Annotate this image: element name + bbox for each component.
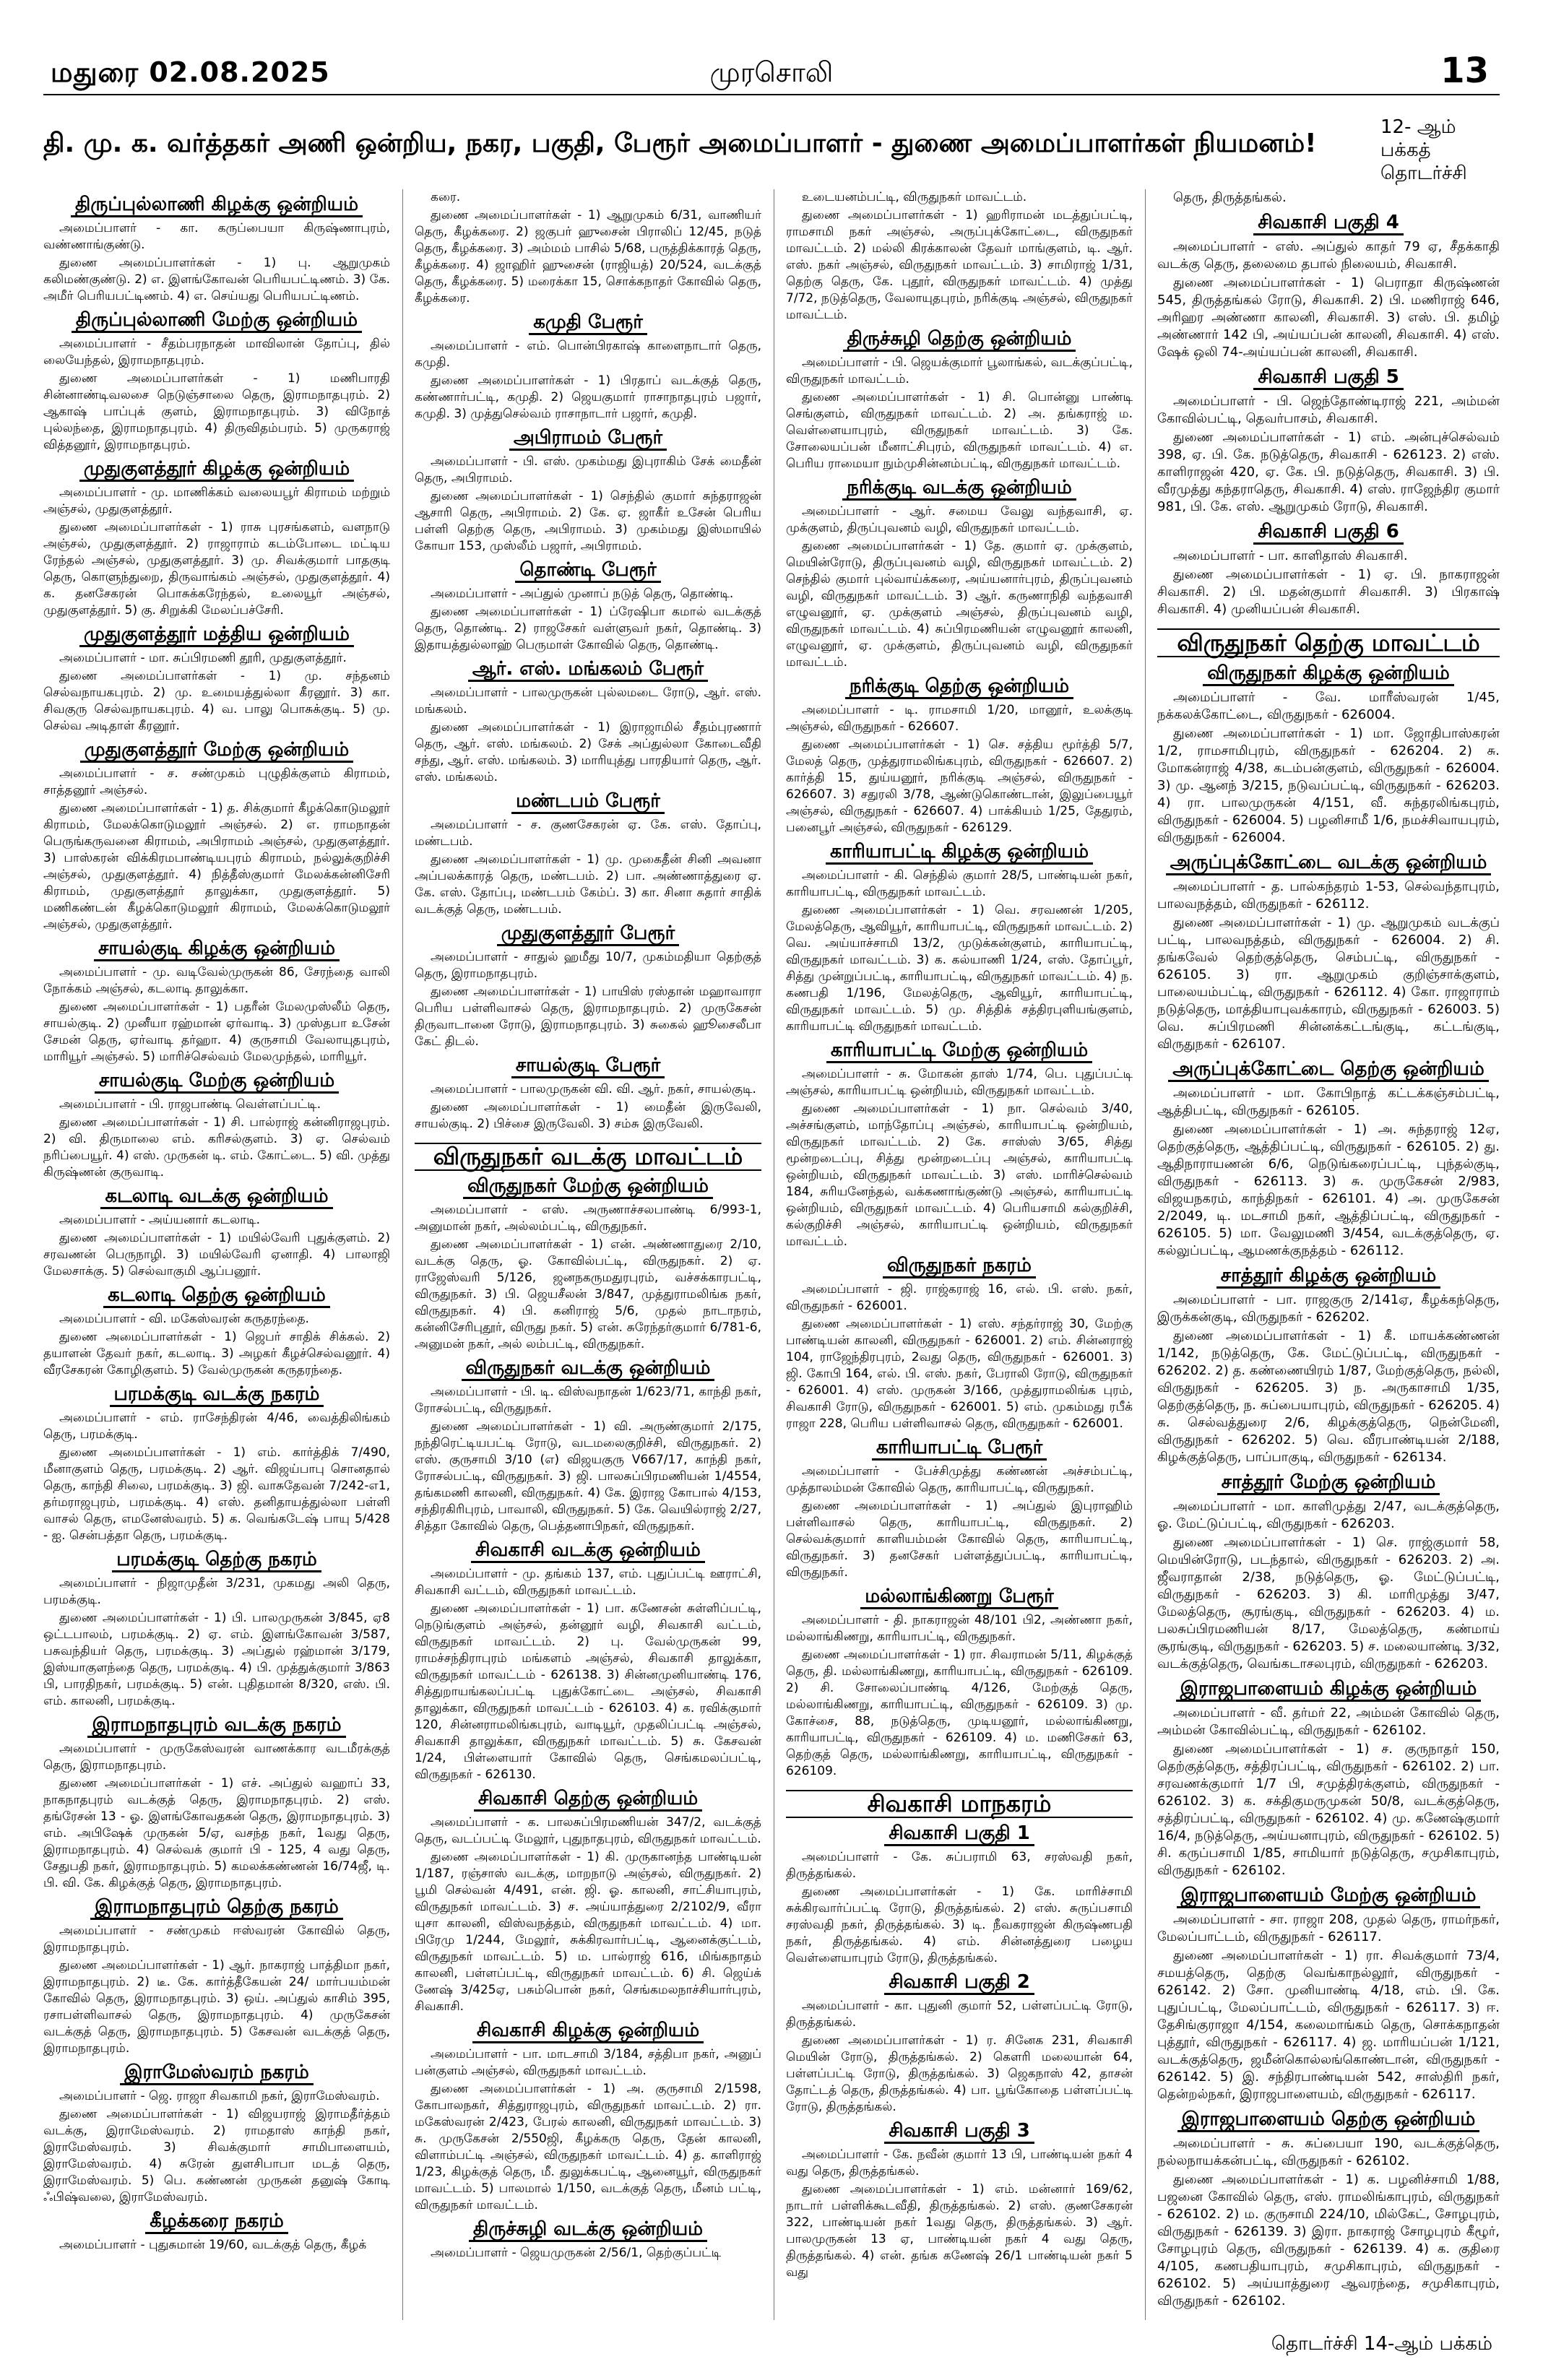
section-heading: காரியாபட்டி கிழக்கு ஒன்றியம் bbox=[826, 841, 1093, 865]
appointment-paragraph: அமைப்பாளர் - பாலமுருகன் வி. வி. ஆர். நகர், சாயல்குடி. bbox=[431, 1082, 756, 1096]
section-heading: ஆர். எஸ். மங்கலம் பேரூர் bbox=[468, 658, 708, 682]
appointment-paragraph: அமைப்பாளர் - மு. மாணிக்கம் வலையபூர் கிராமம் மற்றும் அஞ்சல், முதுகுளத்தூர். bbox=[43, 485, 390, 516]
column-3 bbox=[786, 189, 1133, 2320]
section-heading-wrap bbox=[786, 1822, 1133, 1845]
appointment-paragraph: துணை அமைப்பாளர்கள் - 1) ர. சினேக 231, சிவகாசி மெயின் ரோடு, திருத்தங்கல். 2) கௌரி மலையான் 64, பள்ளப்பட்டி ரோடு, திருத்தங்கல். 3) ஜெகநாஸ் 42, தாசன் தோட்டத் தெரு, திருத்தங்கல். 4) பா. பூங்கோதை பள்ளப்பட்டி ரோடு, திருத்தங்கல். bbox=[786, 2033, 1133, 2114]
section-heading-wrap bbox=[1157, 2108, 1500, 2131]
appointment-paragraph: அமைப்பாளர் - மா. காளிமுத்து 2/47, வடக்குத்தெரு, ஓ. மேட்டுப்பட்டி, விருதுநகர் - 626203. bbox=[1157, 1499, 1500, 1531]
section-heading-wrap bbox=[43, 940, 390, 960]
section-heading: சாயல்குடி கிழக்கு ஒன்றியம் bbox=[94, 938, 340, 961]
appointment-paragraph: துணை அமைப்பாளர்கள் - 1) விஜயராஜ் இராமதீர்த்தம் வடக்கு, இராமேஸ்வரம். 2) ராமதாஸ் காந்தி நகர், இராமேஸ்வரம். 3) சிவக்குமார் சாமிபாளையம், இராமேஸ்வரம். 4) சுரேன் துளசிபாபா மடத் தெரு, இராமேஸ்வரம். 5) பெ. கண்ணன் முருகன் தனுஷ் கோடி ஃபிஷ்வலை, இராமேஸ்வரம். bbox=[43, 2107, 390, 2204]
section-heading-wrap bbox=[1157, 662, 1500, 685]
appointment-paragraph: துணை அமைப்பாளர்கள் - 1) பாயிஸ் ரஸ்தான் மஹாவாரா பெரிய பள்ளிவாசல் தெரு, இராமநாதபுரம். 2) முருகேசன் திருவாடானை ரோடு, இராமநாதபுரம். 3) சுகைல் ஹூசைலீபா கேட் திடல். bbox=[415, 985, 761, 1049]
section-heading: கடலாடி தெற்கு ஒன்றியம் bbox=[103, 1284, 330, 1308]
section-heading-wrap bbox=[43, 1549, 390, 1571]
section-heading-wrap bbox=[415, 658, 761, 680]
section-heading: கமுதி பேரூர் bbox=[529, 311, 647, 335]
appointment-paragraph: துணை அமைப்பாளர்கள் - 1) ப்ரேஷிபா கமால் வடக்குத் தெரு, தொண்டி. 2) ராஜசேகர் வள்ளுவர் நகர், தொண்டி. 3) இதாயத்துல்லாஹ் பெருமாள் கோவில் தெரு, தொண்டி. bbox=[415, 605, 761, 652]
section-heading: விருதுநகர் நகரம் bbox=[883, 1255, 1036, 1278]
section-heading-wrap bbox=[1157, 1267, 1500, 1287]
section-heading: அருப்புக்கோட்டை தெற்கு ஒன்றியம் bbox=[1168, 1058, 1489, 1082]
section-heading: பரமக்குடி தெற்கு நகரம் bbox=[112, 1549, 321, 1572]
section-heading-wrap bbox=[415, 1057, 761, 1077]
footer-continuation: தொடர்ச்சி 14-ஆம் பக்கம் bbox=[1271, 2333, 1492, 2355]
section-heading-wrap bbox=[43, 1896, 390, 1918]
appointment-paragraph: அமைப்பாளர் - சண்முகம் ஈஸ்வரன் கோவில் தெரு, இராமநாதபுரம். bbox=[43, 1924, 390, 1955]
section-heading-wrap bbox=[1157, 368, 1500, 389]
appointment-paragraph: அமைப்பாளர் - முருகேஸ்வரன் வாணக்கார வடமீரக்குத் தெரு, இராமநாதபுரம். bbox=[43, 1741, 390, 1773]
appointment-paragraph: அமைப்பாளர் - பேச்சிமுத்து கண்ணன் அச்சம்பட்டி, முத்தாலம்மன் கோவில் தெரு, காரியாபட்டி, விருதுநகர். bbox=[786, 1464, 1133, 1495]
section-heading-wrap bbox=[43, 2061, 390, 2084]
section-heading: முதுகுளத்தூர் கிழக்கு ஒன்றியம் bbox=[79, 458, 354, 482]
section-heading-wrap bbox=[415, 559, 761, 581]
appointment-paragraph: துணை அமைப்பாளர்கள் - 1) வெ. சரவணன் 1/205, மேலத்தெரு, ஆவியூர், காரியாபட்டி, விருதுநகர் மாவட்டம். 2) வெ. அய்யாச்சாமி 13/2, முடுக்கன்குளம், காரியாபட்டி, விருதுநகர் மாவட்டம். 3) க. கல்யாணி 1/24, எஸ். தோப்பூர், சித்து முன்றுப்பட்டி, காரியாபட்டி, விருதுநகர் மாவட்டம். 4) ந. கணபதி 1/196, மேலத்தெரு, ஆவியூர், காரியாபட்டி, விருதுநகர் மாவட்டம். 5) மு. சித்திக் சத்திரபுளியங்குளம், காரியாபட்டி விருதுநகர் மாவட்டம். bbox=[786, 903, 1133, 1034]
appointment-paragraph: துணை அமைப்பாளர்கள் - 1) ராசு புரசங்களம், வளநாடு அஞ்சல், முதுகுளத்தூர். 2) ராஜாராம் கடம்போடை மட்டிய ரேந்தல் அஞ்சல், முதுகுளத்தூர். 3) மு. சிவக்குமார் பாதகுடி தெரு, கொளுந்துறை, திருவாங்கம் அஞ்சல், முதுகுளத்தூர். 4) க. தனசேகரன் பொசுக்கரேந்தல், உலையூர் அஞ்சல், முதுகுளத்தூர். 5) கு. சிறுக்கி மேலப்பச்சேரி. bbox=[43, 520, 390, 618]
appointment-paragraph: அமைப்பாளர் - டி. ராமசாமி 1/20, மானூர், உலக்குடி அஞ்சல், விருதுநகர் - 626607. bbox=[786, 703, 1133, 734]
section-heading: கீழக்கரை நகரம் bbox=[145, 2210, 288, 2234]
section-heading-wrap bbox=[43, 1383, 390, 1406]
continuation-note: 12- ஆம் பக்கத் தொடர்ச்சி bbox=[1380, 116, 1467, 184]
section-heading: காரியாபட்டி பேரூர் bbox=[872, 1437, 1047, 1461]
appointment-paragraph: அமைப்பாளர் - எம். ராசேந்திரன் 4/46, வைத்திலிங்கம் தெரு, பரமக்குடி. bbox=[43, 1411, 390, 1442]
section-heading: திருச்சுழி வடக்கு ஒன்றியம் bbox=[469, 2218, 707, 2242]
appointment-paragraph: அமைப்பாளர் - புதுசுமான் 19/60, வடக்குத் தெரு, கீழக் bbox=[59, 2238, 367, 2252]
district-heading: விருதுநகர் தெற்கு மாவட்டம் bbox=[1157, 628, 1500, 657]
appointment-paragraph: துணை அமைப்பாளர்கள் - 1) க. பழனிச்சாமி 1/88, பஜனை கோவில் தெரு, எஸ். ராமலிங்காபுரம், விருதுநகர் - 626102. 2) ம. குருசாமி 224/10, மில்கேட், சோழபுரம், விருதுநகர் - 626139. 3) இரா. நாகராஜ் சோழபுரம் கீழூர், சோழபுரம் தெரு, விருதுநகர் - 626139. 4) க. குதிரை 4/105, கணபதியாபுரம், சமுசிகாபுரம், விருதுநகர் - 626102. 5) அய்யாத்துரை ஆவரந்தை, சமுசிகாபுரம், விருதுநகர் - 626102. bbox=[1157, 2172, 1500, 2308]
appointment-paragraph: அமைப்பாளர் - கா. புதுனி குமார் 52, பள்ளப்பட்டி ரோடு, திருத்தங்கல். bbox=[786, 1999, 1133, 2030]
appointment-paragraph: துணை அமைப்பாளர்கள் - 1) அ. குருசாமி 2/1598, கோபாலநகர், சித்துராஜபுரம், விருதுநகர் மாவட்டம். 2) ரா. மகேஸ்வரன் 2/423, பேரல் காலனி, விருதுநகர் மாவட்டம். 3) சு. முருகேசன் 2/550ஜி, கீழக்கரு தெரு, தேன் காலனி, விளாம்பட்டி அஞ்சல், விருதுநகர் மாவட்டம். 4) த. காளிராஜ் 1/23, கிழக்குத் தெரு, மீ. துலுக்கபட்டி, ஆனையூர், விருதுநகர் மாவட்டம். 5) பாலமால் 1/150, வடக்குத் தெரு, மீனம் பட்டி, விருதுநகர் மாவட்டம். bbox=[415, 2082, 761, 2212]
appointment-paragraph: துணை அமைப்பாளர்கள் - 1) மணிபாரதி சின்னாண்டிவலசை நெடுஞ்சாலை தெரு, இராமநாதபுரம். 2) ஆகாஷ் பாப்புக் குளம், இராமநாதபுரம். 3) விநோத் புல்லந்தை, இராமநாதபுரம். 4) திருவிதம்பரம். 5) முருகராஜ் வித்தனூர், இராமநாதபுரம். bbox=[43, 371, 390, 452]
appointment-paragraph: அமைப்பாளர் - பி. எஸ். முகம்மது இபுராகிம் சேக் மைதீன் தெரு, அபிராமம். bbox=[415, 454, 761, 485]
appointment-paragraph: துணை அமைப்பாளர்கள் - 1) மைதீன் இருவேலி, சாயல்குடி. 2) பிச்சை இருவேலி. 3) சம்சு இருவேலி. bbox=[415, 1100, 761, 1131]
appointment-paragraph: துணை அமைப்பாளர்கள் - 1) சி. பொன்னு பாண்டி செங்குளம், விருதுநகர் மாவட்டம். 2) அ. தங்கராஜ் ம. வெள்ளையாபுரம், விருதுநகர் மாவட்டம். 3) கே. சோலையப்பன் மீனாட்சிபுரம், விருதுநகர் மாவட்டம். 4) எ. பெரிய ராமையா நும்முசின்னம்பட்டி, விருதுநகர் மாவட்டம். bbox=[786, 390, 1133, 471]
section-heading-wrap bbox=[786, 1039, 1133, 1062]
district-heading: சிவகாசி மாநகரம் bbox=[786, 1790, 1133, 1818]
section-heading-wrap bbox=[786, 328, 1133, 350]
section-heading-wrap bbox=[1157, 1471, 1500, 1494]
section-heading-wrap bbox=[43, 739, 390, 761]
section-heading: மல்லாங்கிணறு பேரூர் bbox=[860, 1585, 1058, 1609]
section-heading: தொண்டி பேரூர் bbox=[515, 559, 660, 583]
column-divider bbox=[402, 189, 403, 2320]
section-heading: சிவகாசி கிழக்கு ஒன்றியம் bbox=[472, 2020, 704, 2043]
paper-name: முரசொலி bbox=[709, 56, 834, 88]
section-heading-wrap bbox=[415, 1175, 761, 1198]
section-heading-wrap bbox=[1157, 523, 1500, 543]
appointment-paragraph: அமைப்பாளர் - எம். பொன்பிரகாஷ் காளைநாடார் தெரு, கமுதி. bbox=[415, 339, 761, 370]
section-heading: சிவகாசி பகுதி 1 bbox=[884, 1822, 1034, 1846]
appointment-paragraph: துணை அமைப்பாளர்கள் - 1) செந்தில் குமார் சுந்தராஜன் ஆசாரி தெரு, அபிராமம். 2) கே. ஏ. ஜாகீர் உசேன் பெரிய பள்ளி தெற்கு தெரு, அபிராமம். 3) முகம்மது இஸ்மாயில் கோயா 153, முஸ்லீம் பஜார், அபிராமம். bbox=[415, 489, 761, 553]
section-heading: சாயல்குடி மேற்கு ஒன்றியம் bbox=[95, 1070, 339, 1094]
section-heading: அபிராமம் பேரூர் bbox=[509, 427, 667, 451]
section-heading: முதுகுளத்தூர் பேரூர் bbox=[497, 922, 680, 946]
appointment-paragraph: துணை அமைப்பாளர்கள் - 1) எம். அன்புச்செல்வம் 398, ஏ. பி. கே. நடுத்தெரு, சிவகாசி - 626123. 2) எஸ். காளிராஜன் 420, ஏ. கே. பி. நடுத்தெரு, சிவகாசி. 3) பி. வீரமுத்து கந்தராதெரு, சிவகாசி. 4) எஸ். ராஜேந்திர குமார் 981, பி. கே. எஸ். ஆறுமுகம் ரோடு, சிவகாசி. bbox=[1157, 430, 1500, 514]
appointment-paragraph: துணை அமைப்பாளர்கள் - 1) மா. ஜோதிபாஸ்கரன் 1/2, ராமசாமிபுரம், விருதுநகர் - 626204. 2) சு. மோகன்ராஜ் 4/38, கடம்பன்குளம், விருதுநகர் - 626004. 3) மு. ஆனந் 3/215, நடுவப்பட்டி, விருதுநகர் - 626203. 4) ரா. பாலமுருகன் 4/151, வீ. சுந்தரலிங்கபுரம், விருதுநகர் - 626004. 5) பழனிசாமீ 1/6, நமச்சிவாயபுரம், விருதுநகர் - 626004. bbox=[1157, 726, 1500, 845]
section-heading-wrap bbox=[415, 1788, 761, 1810]
appointment-paragraph: அமைப்பாளர் - தி. நாகராஜன் 48/101 பி2, அண்ணா நகர், மல்லாங்கிணறு, காரியாபட்டி, விருதுநகர். bbox=[786, 1613, 1133, 1644]
section-heading: இராமேஸ்வரம் நகரம் bbox=[120, 2061, 314, 2085]
appointment-paragraph: உடையனம்பட்டி, விருதுநகர் மாவட்டம். bbox=[802, 190, 1027, 204]
section-heading: இராஜபாளையம் கிழக்கு ஒன்றியம் bbox=[1176, 1678, 1482, 1702]
section-heading: சிவகாசி தெற்கு ஒன்றியம் bbox=[474, 1788, 702, 1812]
section-heading-wrap bbox=[1157, 1680, 1500, 1700]
appointment-paragraph: அமைப்பாளர் - பி. ராஜபாண்டி வெள்ளப்பட்டி. bbox=[59, 1097, 321, 1112]
appointment-paragraph: அமைப்பாளர் - கே. சுப்பராமி 63, சரஸ்வதி நகர், திருத்தங்கல். bbox=[786, 1850, 1133, 1881]
appointment-paragraph: அமைப்பாளர் - ஆர். சமைய வேலு வந்தவாசி, ஏ. முக்குளம், திருப்புவனம் வழி, விருதுநகர் மாவட்டம். bbox=[786, 504, 1133, 535]
appointment-paragraph: அமைப்பாளர் - பி. ஜெயக்குமார் பூலாங்கல், வடக்குப்பட்டி, விருதுநகர் மாவட்டம். bbox=[786, 355, 1133, 386]
appointment-paragraph: துணை அமைப்பாளர்கள் - 1) ஆறுமுகம் 6/31, வாணியர் தெரு, கீழக்கரை. 2) ஜகுபர் ஹுசைன் பிராலிப் 12/45, நடுத் தெரு, கீழக்கரை. 3) அம்மம் பாசில் 5/68, பருத்திக்காரத் தெரு, கீழக்கரை. 4) ஜாஹிர் ஹுசைன் (ராஜியத்) 20/524, வடக்குத் தெரு, கீழக்கரை. 5) மரைக்கா 15, சொக்கநாதர் கோவில் தெரு, கீழக்கரை. bbox=[415, 208, 761, 306]
appointment-paragraph: துணை அமைப்பாளர்கள் - 1) எச். அப்துல் வஹாப் 33, நாகநாதபுரம் வடக்குத் தெரு, இராமநாதபுரம். 2) எஸ். தங்ரேசன் 13 - ஓ. இளங்கோவதகன் தெரு, இராமநாதபுரம். 3) எம். அபிஷேக் முருகன் 5/ஏ, வசந்த நகர், 1வது தெரு, இராமநாதபுரம். 4) செல்வக் குமார் பி - 125, 4 வது தெரு, சேதுபதி நகர், இராமநாதபுரம். 5) கமலக்கண்ணன் 16/74ஜீ, டி. பி. வி. கே. கிழக்குத் தெரு, இராமநாதபுரம். bbox=[43, 1776, 390, 1890]
appointment-paragraph: துணை அமைப்பாளர்கள் - 1) எஸ். சந்தர்ராஜ் 30, மேற்கு பாண்டியன் காலனி, விருதுநகர் - 626001. 2) எம். சின்னராஜ் 104, ராஜேந்திரபுரம், 2வது தெரு, விருதுநகர் - 626001. 3) ஜி. கோபி 164, எல். பி. எஸ். நகர், பேராலி ரோடு, விருதுநகர் - 626001. 4) எஸ். முருகன் 3/166, முத்துராமலிங்க புரம், சிவகாசி ரோடு, விருதுநகர் - 626001. 5) எம். முகம்மது ரபீக் ராஜா 228, பெரிய பள்ளிவாசல் தெரு, விருதுநகர் - 626001. bbox=[786, 1317, 1133, 1431]
appointment-paragraph: துணை அமைப்பாளர்கள் - 1) தே. குமார் ஏ. முக்குளம், மெயின்ரோடு, திருப்புவனம் வழி, விருதுநகர் மாவட்டம். 2) செந்தில் குமார் புல்வாய்க்கரை, அய்யனார்புரம், திருப்புவனம் வழி, விருதுநகர் மாவட்டம். 3) ஆர். கருணாநிதி வந்தவாசி எழுவனூர், ஏ. முக்குளம் அஞ்சல், திருப்புவனம் வழி, விருதுநகர் மாவட்டம். 4) சுப்பிரமணியன் எழுவனூர் காலனி, எழுவனூர், ஏ. முக்குளம், திருப்புவனம் வழி, விருதுநகர் மாவட்டம். bbox=[786, 539, 1133, 670]
section-heading-wrap bbox=[1157, 854, 1500, 874]
column-divider bbox=[1145, 189, 1146, 2320]
appointment-paragraph: அமைப்பாளர் - அய்யனார் கடலாடி. bbox=[59, 1213, 261, 1227]
appointment-paragraph: அமைப்பாளர் - த. பால்கந்தரம் 1-53, செல்வந்தாபுரம், பாலவநத்தம், விருதுநகர் - 626112. bbox=[1157, 879, 1500, 912]
appointment-paragraph: துணை அமைப்பாளர்கள் - 1) எம். கார்த்திக் 7/490, மீனாகுளம் தெரு, பரமக்குடி. 2) ஆர். விஜய்பாபு சொனதால் தெரு, காந்தி சிலை, பரமக்குடி. 3) ஜி. வாசுதேவன் 7/242-எ1, தர்மராஜபுரம், பரமக்குடி. 4) எஸ். தனிதாயத்துல்லா பள்ளி வாசல் தெரு, எமனேஸ்வரம். 5) க. வெங்கடேஷ் பாயு 5/428 - ஐ. சென்பத்தா தெரு, பரமக்குடி. bbox=[43, 1445, 390, 1543]
appointment-paragraph: துணை அமைப்பாளர்கள் - 1) ரா. சிவக்குமார் 73/4, சமயத்தெரு, தெற்கு வெங்காநல்லூர், விருதுநகர் - 626142. 2) சோ. முனியாண்டி 4/18, எம். பி. கே. புதுப்பட்டி, மேலப்பாட்டம், விருதுநகர் - 626117. 3) ஈ. தேசிங்குராஜா 4/154, கலைமாங்கம் தெரு, சொக்கநாதன் புத்தூர், விருதுநகர் - 626117. 4) ஜ. மாரியப்பன் 1/121, வடக்குத்தெரு, ஜமீன்கொல்லங்கொண்டான், விருதுநகர் - 626142. 5) இ. சந்திரபாண்டியன் 542, சாஸ்திரி நகர், தென்றல்நகர், இராஜபாளையம், விருதுநகர் - 626117. bbox=[1157, 1948, 1500, 2102]
section-heading-wrap bbox=[786, 1255, 1133, 1277]
section-heading: விருதுநகர் மேற்கு ஒன்றியம் bbox=[463, 1175, 713, 1199]
appointment-paragraph: துணை அமைப்பாளர்கள் - 1) பெராதா கிருஷ்ணன் 545, திருத்தங்கல் ரோடு, சிவகாசி. 2) பி. மணிராஜ் 646, அரிஹர அண்ணா காலனி, சிவகாசி. 3) எஸ். பி. தமிழ் அண்ணார் 142 பி, அய்யப்பன் காலனி, சிவகாசி. 4) எஸ். ஷேக் ஒலி 74-அய்யப்பன் காலனி, சிவகாசி. bbox=[1157, 275, 1500, 360]
appointment-paragraph: கரை. bbox=[431, 190, 461, 204]
section-heading: கடலாடி வடக்கு ஒன்றியம் bbox=[100, 1185, 332, 1209]
section-heading-wrap bbox=[43, 458, 390, 480]
appointment-paragraph: அமைப்பாளர் - கி. செந்தில் குமார் 28/5, பாண்டியன் நகர், காரியாபட்டி, விருதுநகர் மாவட்டம். bbox=[786, 868, 1133, 899]
section-heading: நரிக்குடி தெற்கு ஒன்றியம் bbox=[845, 675, 1073, 699]
appointment-paragraph: துணை அமைப்பாளர்கள் - 1) கி. முருகானந்த பாண்டியன் 1/187, ரஞ்சாஸ் வடக்கு, மாறநாடு அஞ்சல், விருதுநகர். 2) பூமி செல்வன் 4/491, என். ஜி. ஓ. காலனி, சாட்சியாபுரம், விருதுநகர் மாவட்டம். 3) ச. அய்யாத்துரை 2/2102/9, வீரா யுசா காலனி, விஸ்வநத்தம், விருதுநகர் மாவட்டம். 4) மா. பிரேமு 1/244, மேலூர், சுக்கிரவார்பட்டி, ஆனைக்குட்டம், விருதுநகர் மாவட்டம். 5) ம. பால்ராஜ் 616, மிங்கநாதம் காலனி, பள்ளப்பட்டி, விருதுநகர் மாவட்டம். 6) சி. ஜெய்க் ணேஷ் 3/425ஏ, பசும்பொன் நகர், செங்கமலநாச்சியார்புரம், சிவகாசி. bbox=[415, 1850, 761, 2014]
appointment-paragraph: அமைப்பாளர் - க. பாலசுப்பிரமணியன் 347/2, வடக்குத் தெரு, வடப்பட்டி மேலூர், புதுநாதபுரம், விருதுநகர் மாவட்டம். bbox=[415, 1815, 761, 1846]
page-number: 13 bbox=[1440, 51, 1489, 91]
masthead bbox=[0, 0, 1543, 91]
section-heading: திருப்புல்லாணி மேற்கு ஒன்றியம் bbox=[72, 309, 362, 333]
appointment-paragraph: அமைப்பாளர் - சா. ராஜா 208, முதல் தெரு, ராமர்நகர், மேலப்பாட்டம், விருதுநகர் - 626117. bbox=[1157, 1912, 1500, 1944]
appointment-paragraph: அமைப்பாளர் - எஸ். அருணாச்சலபாண்டி 6/993-1, அனுமான் நகர், அல்லம்பட்டி, விருதுநகர். bbox=[415, 1203, 761, 1234]
appointment-paragraph: அமைப்பாளர் - கா. கருப்பையா கிருஷ்ணாபுரம், வண்ணாங்குண்டு. bbox=[43, 221, 390, 252]
section-heading: விருதுநகர் கிழக்கு ஒன்றியம் bbox=[1203, 662, 1454, 686]
section-heading: சிவகாசி வடக்கு ஒன்றியம் bbox=[471, 1539, 705, 1563]
appointment-paragraph: அமைப்பாளர் - பா. ராஜகுரு 2/141ஏ, கீழக்கந்தெரு, இருக்கன்குடி, விருதுநகர் - 626202. bbox=[1157, 1292, 1500, 1325]
section-heading: இராஜபாளையம் மேற்கு ஒன்றியம் bbox=[1177, 1884, 1481, 1908]
appointment-paragraph: அமைப்பாளர் - மா. சுப்பிரமணி தூரி, முதுகுளத்தூர். bbox=[59, 651, 347, 665]
appointment-paragraph: துணை அமைப்பாளர்கள் - 1) அ. சுந்தராஜ் 12ஏ, தெற்குத்தெரு, ஆத்திப்பட்டி, விருதுநகர் - 626105. 2) து. ஆதிநாராயணன் 6/6, நெடுங்கரைப்பட்டி, புந்தல்குடி, விருதுநகர் - 626113. 3) சு. முருகேசன் 2/983, விஜயநகரம், காந்திநகர் - 626101. 4) அ. முருகேசன் 2/2049, டி. மடசாமி நகர், ஆத்திப்பட்டி, விருதுநகர் - 626105. 5) மா. வேலுமணி 3/454, வடக்குத்தெரு, ஏ. கல்லுப்பட்டி, ஆமணக்குநத்தம் - 626112. bbox=[1157, 1122, 1500, 1258]
appointment-paragraph: அமைப்பாளர் - பாலமுருகன் புல்லமடை ரோடு, ஆர். எஸ். மங்கலம். bbox=[415, 685, 761, 717]
column-1 bbox=[43, 189, 390, 2320]
section-heading-wrap bbox=[43, 1185, 390, 1208]
appointment-paragraph: துணை அமைப்பாளர்கள் - 1) ச. குருநாதர் 150, தெற்குத்தெரு, சத்திரப்பட்டி, விருதுநகர் - 626102. 2) பா. சரவணக்குமார் 1/7 பி, சமுத்திரக்குளம், விருதுநகர் - 626102. 3) க. சக்திகுமருமுகன் 50/8, வடக்குத்தெரு, சத்திரப்பட்டி, விருதுநகர் - 626102. 4) மு. கணேஷ்குமார் 16/4, நடுத்தெரு, அய்யனாபுரம், விருதுநகர் - 626102. 5) சி. கருப்பசாமி 1/85, சாமியார் நடுத்தெரு, சமுசிகாபுரம், விருதுநகர் - 626102. bbox=[1157, 1741, 1500, 1878]
appointment-paragraph: துணை அமைப்பாளர்கள் - 1) பதரீன் மேலமுஸ்லீம் தெரு, சாயல்குடி. 2) முனீயா ரஹ்மான் ஏர்வாடி. 3) முஸ்தபா உசேன் சேமன் தெரு, ஏர்வாடி தர்ஹா. 4) குருசாமி வேலாயுதபுரம், மாரியூர் அஞ்சல். 5) மாரிச்செல்வம் மேலமுந்தல், மாரியூர். bbox=[43, 1000, 390, 1064]
appointment-paragraph: துணை அமைப்பாளர்கள் - 1) நா. செல்வம் 3/40, அச்சங்குளம், மாந்தோப்பு அஞ்சல், காரியாபட்டி ஒன்றியம், விருதுநகர் மாவட்டம். 2) கே. சாஸ்ஸ் 3/65, சித்து மூன்றடைப்பு, சித்து மூன்றடைப்பு அஞ்சல், காரியாபட்டி ஒன்றியம், விருதுநகர் மாவட்டம். 3) எஸ். மாரிச்செல்வம் 184, சுரியனேந்தல், வக்கணாங்குண்டு அஞ்சல், காரியாபட்டி ஒன்றியம், விருதுநகர் மாவட்டம். 4) பெரியசாமி கல்குறிச்சி, கல்குறிச்சி அஞ்சல், காரியாபட்டி ஒன்றியம், விருதுநகர் மாவட்டம். bbox=[786, 1102, 1133, 1249]
appointment-paragraph: துணை அமைப்பாளர்கள் - 1) ஜெபர் சாதிக் சிக்கல். 2) தயாளன் தேவர் நகர், கடலாடி. 3) அழகர் கீழச்செல்வனூர். 4) வீரசேகரன் கோழிகுளம். 5) வேல்முருகன் கருதரந்தை. bbox=[43, 1330, 390, 1377]
section-heading-wrap bbox=[1157, 1884, 1500, 1907]
appointment-paragraph: துணை அமைப்பாளர்கள் - 1) கீ. மாயக்கண்ணன் 1/142, நடுத்தெரு, கே. மேட்டுப்பட்டி, விருதுநகர் - 626202. 2) த. கண்ணையிரம் 1/87, மேற்குத்தெரு, நல்லி, விருதுநகர் - 626205. 3) ந. அருகாசாமி 1/35, தெற்குத்தெரு, ந. சுப்பையாபுரம், விருதுநகர் - 626205. 4) சு. செல்வத்துரை 2/6, கிழக்குத்தெரு, நென்மேனி, விருதுநகர் - 626202. 5) வெ. வீரபாண்டியன் 2/188, கிழக்குத்தெரு, பாப்பாகுடி, விருதுநகர் - 626134. bbox=[1157, 1328, 1500, 1465]
section-heading: சிவகாசி பகுதி 6 bbox=[1253, 521, 1404, 545]
section-heading-wrap bbox=[786, 1437, 1133, 1459]
section-heading-wrap bbox=[1157, 1060, 1500, 1081]
section-heading-wrap bbox=[415, 2218, 761, 2241]
section-heading: விருதுநகர் வடக்கு ஒன்றியம் bbox=[462, 1357, 715, 1381]
appointment-paragraph: அமைப்பாளர் - வி. மகேஸ்வரன் கருதரந்தை. bbox=[59, 1312, 309, 1326]
section-heading: சாயல்குடி பேரூர் bbox=[511, 1055, 665, 1078]
appointment-paragraph: அமைப்பாளர் - வே. மாரீஸ்வரன் 1/45, நக்கலக்கோட்டை, விருதுநகர் - 626004. bbox=[1157, 690, 1500, 722]
appointment-paragraph: அமைப்பாளர் - ஜெயமுருகன் 2/56/1, தெற்குப்பட்டி bbox=[431, 2246, 722, 2260]
section-heading-wrap bbox=[43, 623, 390, 646]
section-heading-wrap bbox=[415, 922, 761, 945]
section-heading-wrap bbox=[415, 1357, 761, 1380]
appointment-paragraph: துணை அமைப்பாளர்கள் - 1) மு. முகைதீன் சினி அவனா அப்பலக்காரத் தெரு, மண்டபம். 2) பா. அண்ணாத்துரை ஏ. கே. எஸ். தோப்பு, மண்டபம் கேம்ப். 3) கா. சினா சுதார் சாதிக் வடக்குத் தெரு, மண்டபம். bbox=[415, 852, 761, 917]
section-heading: சாத்தூர் கிழக்கு ஒன்றியம் bbox=[1216, 1265, 1440, 1289]
section-heading-wrap bbox=[43, 309, 390, 332]
appointment-paragraph: துணை அமைப்பாளர்கள் - 1) ஆர். நாகராஜ் பாத்திமா நகர், இராமநாதபுரம். 2) டீ. கே. கார்த்தீகேயன் 24/ மார்பயம்மன் கோவில் தெரு, இராமநாதபுரம். 3) ஒய். அப்துல் காசிம் 395, ரசாபள்ளிவாசல் தெரு, இராமநாதபுரம். 4) முருகேசன் வடக்குத் தெரு, இராமநாதபுரம். 5) கேசவன் வடக்குத் தெரு, இராமநாதபுரம். bbox=[43, 1958, 390, 2056]
section-heading-wrap bbox=[43, 1284, 390, 1307]
appointment-paragraph: அமைப்பாளர் - சாதுல் ஹமீது 10/7, முகம்மதியா தெற்குத் தெரு, இராமநாதபுரம். bbox=[415, 950, 761, 981]
section-heading: காரியாபட்டி மேற்கு ஒன்றியம் bbox=[826, 1039, 1092, 1063]
section-heading: திருப்புல்லாணி கிழக்கு ஒன்றியம் bbox=[71, 194, 363, 217]
district-heading: விருதுநகர் வடக்கு மாவட்டம் bbox=[415, 1143, 761, 1171]
section-heading-wrap bbox=[415, 2022, 761, 2042]
appointment-paragraph: துணை அமைப்பாளர்கள் - 1) என். அண்ணாதுரை 2/10, வடக்கு தெரு, ஓ. கோவில்பட்டி, விருதுநகர். 2) ஏ. ராஜேஸ்வரி 5/126, ஜனநகருமதுரபுரம், வச்சக்காரபட்டி, விருதுநகர். 3) பி. ஜெயசீலன் 3/847, முத்துராமலிங்க நகர், விருதுநகர். 4) பி. கனிராஜ் 5/6, முதல் நாடாநரம், கன்னிசேரிபுதூர், விருது நகர். 5) என். சுரேந்தர்குமார் 6/781-6, அனுமன் நகர், அல் லம்பட்டி, விருதுநகர். bbox=[415, 1237, 761, 1351]
appointment-paragraph: துணை அமைப்பாளர்கள் - 1) இராஜாமில் சீதம்புரணார் தெரு, ஆர். எஸ். மங்கலம். 2) சேக் அப்துல்லா கோடைவீதி சந்து, ஆர். எஸ். மங்கலம். 3) மாரியுத்து பாரதியார் தெரு, ஆர். எஸ். மங்கலம். bbox=[415, 720, 761, 784]
section-heading-wrap bbox=[786, 2120, 1133, 2142]
section-heading-wrap bbox=[43, 1070, 390, 1092]
appointment-paragraph: துணை அமைப்பாளர்கள் - 1) வி. அருண்குமார் 2/175, நந்திரெட்டியபட்டி ரோடு, வடமலைகுறிச்சி, விருதுநகர். 2) எஸ். குருசாமி 3/10 (எ) விஜயகுரு V667/17, காந்தி நகர், ரோசல்பட்டி, விருதுநகர். 3) ஜி. பாலசுப்பிரமணியன் 1/4554, தங்கமணி காலனி, விருதுநகர். 4) கே. இராஜ கோபால் 4/153, சந்திரகிரிபுரம், பாவாலி, விருதுநகர். 5) கே. வெயில்ராஜ் 2/27, சித்தா கோவில் தெரு, பெத்தனாபிநகர், விருதுநகர். bbox=[415, 1419, 761, 1533]
section-heading: திருச்சுழி தெற்கு ஒன்றியம் bbox=[843, 328, 1076, 352]
section-heading: இராஜபாளையம் தெற்கு ஒன்றியம் bbox=[1177, 2108, 1480, 2132]
column-4 bbox=[1157, 189, 1500, 2320]
section-heading: முதுகுளத்தூர் மேற்கு ஒன்றியம் bbox=[80, 739, 353, 763]
column-2 bbox=[415, 189, 761, 2320]
appointment-paragraph: துணை அமைப்பாளர்கள் - 1) மு. சந்தனம் செல்வநாயகபுரம். 2) மு. உமையத்துல்லா கீரனூர். 3) கா. சிவகுரு செல்வநாயகபுரம். 4) வ. பாலு பொசுக்குடி. 5) மு. செல்வ அடிதாள் கீரனூர். bbox=[43, 669, 390, 733]
section-heading-wrap bbox=[415, 790, 761, 813]
appointment-paragraph: துணை அமைப்பாளர்கள் - 1) செ. சத்திய மூர்த்தி 5/7, மேலத் தெரு, முத்துராமலிங்கபுரம், விருதுநகர் - 626607. 2) கார்த்தி 15, துய்யனூர், நரிக்குடி அஞ்சல், விருதுநகர் - 626607. 3) சதுரலி 3/78, ஆண்டுகொண்டான், இலுப்பையூர் அஞ்சல், விருதுநகர் - 626607. 4) பாக்கியம் 1/25, தேதுரம், பனைபூர் அஞ்சல், விருதுநகர் - 626129. bbox=[786, 737, 1133, 835]
appointment-paragraph: துணை அமைப்பாளர்கள் - 1) சி. பால்ராஜ் கன்னிராஜபுரம். 2) வி. திருமாலை எம். கரிசல்குளம். 3) ஏ. செல்வம் நரிப்பையூர். 4) எஸ். முருகன் டி. எம். கோட்டை. 5) வி. முத்து கிருஷ்ணன் குருவாடி. bbox=[43, 1115, 390, 1180]
appointment-paragraph: துணை அமைப்பாளர்கள் - 1) பிரதாப் வடக்குத் தெரு, கண்ணார்பட்டி, கமுதி. 2) ஜெயகுமார் ராசாநாதபுரம் பஜார், கமுதி. 3) முத்துசெல்வம் ராசாநாடார் பஜார், கமுதி. bbox=[415, 373, 761, 421]
appointment-paragraph: துணை அமைப்பாளர்கள் - 1) அப்துல் இபுராஹிம் பள்ளிவாசல் தெரு, காரியாபட்டி, விருதுநகர். 2) செல்வக்குமார் காளியம்மன் கோவில் தெரு, காரியாபட்டி, விருதுநகர். 3) தனசேகர் பள்ளத்துப்பட்டி, காரியாபட்டி, விருதுநகர். bbox=[786, 1499, 1133, 1580]
appointment-paragraph: துணை அமைப்பாளர்கள் - 1) ஏ. பி. நாகராஜன் சிவகாசி. 2) பி. மதன்குமார் சிவகாசி. 3) பிரகாஷ் சிவகாசி. 4) முனியப்பன் சிவகாசி. bbox=[1157, 567, 1500, 617]
section-heading-wrap bbox=[786, 675, 1133, 698]
appointment-paragraph: அமைப்பாளர் - பி. ஜெந்தோண்டிராஜ் 221, அம்மன் கோவில்பட்டி, தெவர்பாசம், சிவகாசி. bbox=[1157, 394, 1500, 426]
section-heading: முதுகுளத்தூர் மத்திய ஒன்றியம் bbox=[79, 623, 354, 647]
appointment-paragraph: துணை அமைப்பாளர்கள் - 1) எம். மன்னார் 169/62, நாடார் பள்ளிக்கூடவீதி, திருத்தங்கல். 2) எஸ். குணசேகரன் 322, பாண்டியன் நகர் 1வது தெரு, திருத்தங்கல். 3) ஆர். பாலமுருகன் 13 ஏ, பாண்டியன் நகர் 4 வது தெரு, திருத்தங்கல். 4) என். தங்க கணேஷ் 26/1 பாண்டியன் நகர் 5 வது bbox=[786, 2182, 1133, 2280]
section-heading-wrap bbox=[43, 2210, 390, 2233]
appointment-paragraph: தெரு, திருத்தங்கல். bbox=[1173, 190, 1287, 205]
appointment-paragraph: அமைப்பாளர் - அப்துல் முனாப் நடுத் தெரு, தொண்டி. bbox=[431, 587, 734, 601]
section-heading-wrap bbox=[786, 1585, 1133, 1608]
section-heading: பரமக்குடி வடக்கு நகரம் bbox=[110, 1383, 324, 1407]
section-heading-wrap bbox=[43, 196, 390, 216]
appointment-paragraph: அமைப்பாளர் - எஸ். அப்துல் காதர் 79 ஏ, சீதக்காதி வடக்கு தெரு, தலைமை தபால் நிலையம், சிவகாசி. bbox=[1157, 239, 1500, 272]
appointment-paragraph: அமைப்பாளர் - ச. குணசேகரன் ஏ. கே. எஸ். தோப்பு, மண்டபம். bbox=[415, 818, 761, 849]
section-heading-wrap bbox=[415, 1539, 761, 1562]
section-heading: சிவகாசி பகுதி 4 bbox=[1253, 212, 1404, 235]
section-heading: நரிக்குடி வடக்கு ஒன்றியம் bbox=[842, 477, 1076, 501]
appointment-paragraph: அமைப்பாளர் - மா. கோபிநாத் கட்டக்கஞ்சம்பட்டி, ஆத்திபட்டி, விருதுநகர் - 626105. bbox=[1157, 1086, 1500, 1118]
appointment-paragraph: அமைப்பாளர் - பி. டி. விஸ்வநாதன் 1/623/71, காந்தி நகர், ரோசல்பட்டி, விருதுநகர். bbox=[415, 1385, 761, 1416]
appointment-paragraph: அமைப்பாளர் - பா. காளிதாஸ் சிவகாசி. bbox=[1173, 548, 1408, 563]
appointment-paragraph: அமைப்பாளர் - சு. மோகன் தாஸ் 1/74, பெ. புதுப்பட்டி அஞ்சல், காரியாபட்டி ஒன்றியம், விருதுநகர் மாவட்டம். bbox=[786, 1067, 1133, 1098]
appointment-paragraph: அமைப்பாளர் - ஜி. ராஜ்கராஜ் 16, எல். பி. எஸ். நகர், விருதுநகர் - 626001. bbox=[786, 1282, 1133, 1313]
section-heading-wrap bbox=[1157, 214, 1500, 234]
appointment-paragraph: துணை அமைப்பாளர்கள் - 1) மயில்வேரி புதுக்குளம். 2) சரவணன் பெருநாழி. 3) மயில்வேரி ஏனாதி. 4) பாலாஜி மேலசாக்கு. 5) செல்வாகுமி ஆப்பனூர். bbox=[43, 1231, 390, 1278]
section-heading: இராமநாதபுரம் தெற்கு நகரம் bbox=[90, 1896, 343, 1920]
section-heading-wrap bbox=[415, 427, 761, 449]
appointment-paragraph: அமைப்பாளர் - பா. மாடசாமி 3/184, சத்திபா நகர், அனுப் பன்குளம் அஞ்சல், விருதுநகர் மாவட்டம். bbox=[415, 2047, 761, 2078]
appointment-paragraph: அமைப்பாளர் - நிஜாமுதீன் 3/231, முகமது அலி தெரு, பரமக்குடி. bbox=[43, 1576, 390, 1607]
appointment-paragraph: துணை அமைப்பாளர்கள் - 1) த. சிக்குமார் கீழக்கொடுமலூர் கிராமம், மேலக்கொடுமலூர் அஞ்சல். 2) எ. ராமநாதன் பெருங்கருவனை கிராமம், அபிராமம் அஞ்சல், முதுகுளத்தூர். 3) பாஸ்கரன் விக்கிரமபாண்டியபுரம் கிராமம், நல்லுக்குறிச்சி அஞ்சல், முதுகுளத்தூர். 4) நித்தீஸ்குமார் மேலக்கன்னிசேரி கிராமம், முதுகுளத்தூர் தாலுக்கா, முதுகுளத்தூர். 5) மணிகண்டன் கீழக்கொடுமலூர் கிராமம், மேலக்கொடுமலூர் அஞ்சல், முதுகுளத்தூர். bbox=[43, 801, 390, 932]
appointment-paragraph: அமைப்பாளர் - சு. சுப்பையா 190, வடக்குத்தெரு, நல்லநாயக்கன்பட்டி, விருதுநகர் - 626102. bbox=[1157, 2136, 1500, 2168]
appointment-paragraph: அமைப்பாளர் - மு. வடிவேல்முருகன் 86, சேரந்தை வாலி நோக்கம் அஞ்சல், கடலாடி தாலுக்கா. bbox=[43, 965, 390, 996]
appointment-paragraph: துணை அமைப்பாளர்கள் - 1) பி. பாலமுருகன் 3/845, ஏ8 ஒட்டபாலம், பரமக்குடி. 2) ஏ. எம். இளங்கோவன் 3/587, பசுவந்தியர் தெரு, பரமக்குடி. 3) அப்துல் ரஹ்மான் 3/179, இஸ்யாகுளந்தை தெரு, பரமக்குடி. 4) பி. முத்துக்குமார் 3/863 பி, பாரதிநகர், பரமக்குடி. 5) என். புதிதமான் 8/320, எஸ். பி. எம். காலனி, பரமக்குடி. bbox=[43, 1611, 390, 1708]
top-rule bbox=[43, 94, 1500, 95]
appointment-paragraph: துணை அமைப்பாளர்கள் - 1) செ. ராஜ்குமார் 58, மெயின்ரோடு, படந்தால், விருதுநகர் - 626203. 2) அ. ஜீவராதான் 2/38, நடுத்தெரு, ஓ. மேட்டுப்பட்டி, விருதுநகர் - 626203. 3) கி. மாரிமுத்து 3/47, மேலத்தெரு, சூரங்குடி, விருதுநகர் - 626203. 4) ம. பலசுப்பிரமணியன் 8/17, மேலத்தெரு, கண்மாய் சூரங்குடி, விருதுநகர் - 626203. 5) ச. மலையாண்டி 3/32, வடக்குத்தெரு, வெங்கடாசலபுரம், விருதுநகர் - 626203. bbox=[1157, 1535, 1500, 1671]
appointment-paragraph: துணை அமைப்பாளர்கள் - 1) பா. கணேசன் சுள்ளிப்பட்டி, நெடுங்குளம் அஞ்சல், தன்னூர் வழி, சிவகாசி வட்டம், விருதுநகர் மாவட்டம். 2) பு. வேல்முருகன் 99, ராமச்சந்திராபுரம் மங்களம் அஞ்சல், சிவகாசி தாலுக்கா, விருதுநகர் மாவட்டம் - 626138. 3) சின்னமுனியாண்டி 176, சித்துறாயங்கலப்பட்டி புதுக்கோட்டை அஞ்சல், சிவகாசி தாலுக்கா, விருதுநகர் மாவட்டம் - 626103. 4) க. ரவிக்குமார் 120, சின்னராமலிங்கபுரம், வாடியூர், முதலிப்பட்டி அஞ்சல், சிவகாசி தாலுக்கா, விருதுநகர் மாவட்டம். 5) சு. கேசவன் 1/24, பிள்ளையார் கோவில் தெரு, செங்கமலப்பட்டி, விருதுநகர் - 626130. bbox=[415, 1601, 761, 1782]
section-heading: சிவகாசி பகுதி 3 bbox=[884, 2120, 1034, 2144]
section-heading: சிவகாசி பகுதி 5 bbox=[1253, 366, 1404, 390]
section-heading-wrap bbox=[786, 1971, 1133, 1994]
section-heading: சாத்தூர் மேற்கு ஒன்றியம் bbox=[1217, 1471, 1440, 1495]
city-date: மதுரை 02.08.2025 bbox=[51, 56, 330, 88]
appointment-paragraph: துணை அமைப்பாளர்கள் - 1) மு. ஆறுமுகம் வடக்குப் பட்டி, பாலவநத்தம், விருதுநகர் - 626004. 2) சி. தங்கவேல் தெற்குத்தெரு, செம்பட்டி, விருதுநகர் - 626105. 3) ரா. ஆறுமுகம் குறிஞ்சாக்குளம், பாலையம்பட்டி, விருதுநகர் - 626112. 4) கோ. ராஜாராம் நடுத்தெரு, மாத்தியாபுவக்காரம், விருதுநகர் - 626003. 5) வெ. சுப்பிரமணி சின்னக்கட்டங்குடி, கட்டங்குடி, விருதுநகர் - 626107. bbox=[1157, 915, 1500, 1052]
appointment-paragraph: துணை அமைப்பாளர்கள் - 1) பு. ஆறுமுகம் கலிமண்குண்டு. 2) எ. இளங்கோவன் பெரியபட்டிணம். 3) கே. அமீர் பெரியபட்டிணம். 4) எ. செய்யது பெரியபட்டிணம். bbox=[43, 256, 390, 303]
appointment-paragraph: அமைப்பாளர் - ஜெ. ராஜா சிவகாமி நகர், இராமேஸ்வரம். bbox=[59, 2089, 380, 2103]
appointment-paragraph: அமைப்பாளர் - சீதம்பரநாதன் மாவிலான் தோப்பு, தில் லையேந்தல், இராமநாதபுரம். bbox=[43, 337, 390, 368]
appointment-paragraph: அமைப்பாளர் - ச. சண்முகம் புழுதிக்குளம் கிராமம், சாத்தனூர் அஞ்சல். bbox=[43, 766, 390, 797]
section-heading-wrap bbox=[786, 477, 1133, 499]
appointment-paragraph: துணை அமைப்பாளர்கள் - 1) ரா. சிவராமன் 5/11, கிழக்குத் தெரு, தி. மல்லாங்கிணறு, காரியாபட்டி, விருதுநகர் - 626109. 2) சி. சோலைப்பாண்டி 4/126, மேற்குத் தெரு, மல்லாங்கிணறு, காரியாபட்டி, விருதுநகர் - 626109. 3) மு. கோச்சை, 88, நடுத்தெரு, முடியனூர், மல்லாங்கிணறு, காரியாபட்டி, விருதுநகர் - 626109. 4) ம. மணிசேகர் 63, தெற்குத் தெரு, மல்லாங்கிணறு, காரியாபட்டி, விருதுநகர் - 626109. bbox=[786, 1648, 1133, 1778]
appointment-paragraph: அமைப்பாளர் - வீ. தர்மர் 22, அம்மன் கோவில் தெரு, அம்மன் கோவில்பட்டி, விருதுநகர் - 626102. bbox=[1157, 1705, 1500, 1738]
section-heading-wrap bbox=[415, 311, 761, 334]
appointment-paragraph: துணை அமைப்பாளர்கள் - 1) கே. மாரிச்சாமி சுக்கிரவார்ப்பட்டி ரோடு, திருத்தங்கல். 2) எஸ். சுருப்பசாமி சரஸ்வதி நகர், திருத்தங்கல். 3) டி. நீவகராஜன் கிருஷ்ணபதி நகர், திருத்தங்கல். 4) எம். சின்னத்துரை பழைய வெள்ளையாபுரம் ரோடு, திருத்தங்கல். bbox=[786, 1884, 1133, 1965]
section-heading: இராமநாதபுரம் வடக்கு நகரம் bbox=[87, 1714, 345, 1738]
article-columns bbox=[43, 189, 1500, 2320]
appointment-paragraph: அமைப்பாளர் - கே. நவீன் குமார் 13 பி, பாண்டியன் நகர் 4 வது தெரு, திருத்தங்கல். bbox=[786, 2147, 1133, 2178]
section-heading: சிவகாசி பகுதி 2 bbox=[884, 1971, 1034, 1995]
section-heading-wrap bbox=[786, 841, 1133, 863]
headline: தி. மு. க. வர்த்தகர் அணி ஒன்றிய, நகர, பகுதி, பேரூர் அமைப்பாளர் - துணை அமைப்பாளர்கள் நியமனம்! bbox=[43, 129, 1317, 158]
section-heading: அருப்புக்கோட்டை வடக்கு ஒன்றியம் bbox=[1166, 852, 1492, 875]
section-heading-wrap bbox=[43, 1714, 390, 1736]
section-heading: மண்டபம் பேரூர் bbox=[511, 790, 665, 814]
appointment-paragraph: துணை அமைப்பாளர்கள் - 1) ஹரிராமன் மடத்துப்பட்டி, ராமசாமி நகர் அஞ்சல், அருப்புக்கோட்டை, விருதுநகர் மாவட்டம். 2) மல்லி கிரக்காலன் தேவர் மாங்குளம், டி. ஆர். எஸ். நகர் அஞ்சல், விருதுநகர் மாவட்டம். 3) சாமிராஜ் 1/31, தெற்கு தெரு, கே. புதூர், விருதுநகர் மாவட்டம். 4) முத்து 7/72, நடுத்தெரு, வேலாயுதபுரம், நரிக்குடி அஞ்சல், விருதுநகர் மாவட்டம். bbox=[786, 208, 1133, 322]
appointment-paragraph: அமைப்பாளர் - மு. தங்கம் 137, எம். புதுப்பட்டி ஊராட்சி, சிவகாசி வட்டம், விருதுநகர் மாவட்டம். bbox=[415, 1567, 761, 1598]
